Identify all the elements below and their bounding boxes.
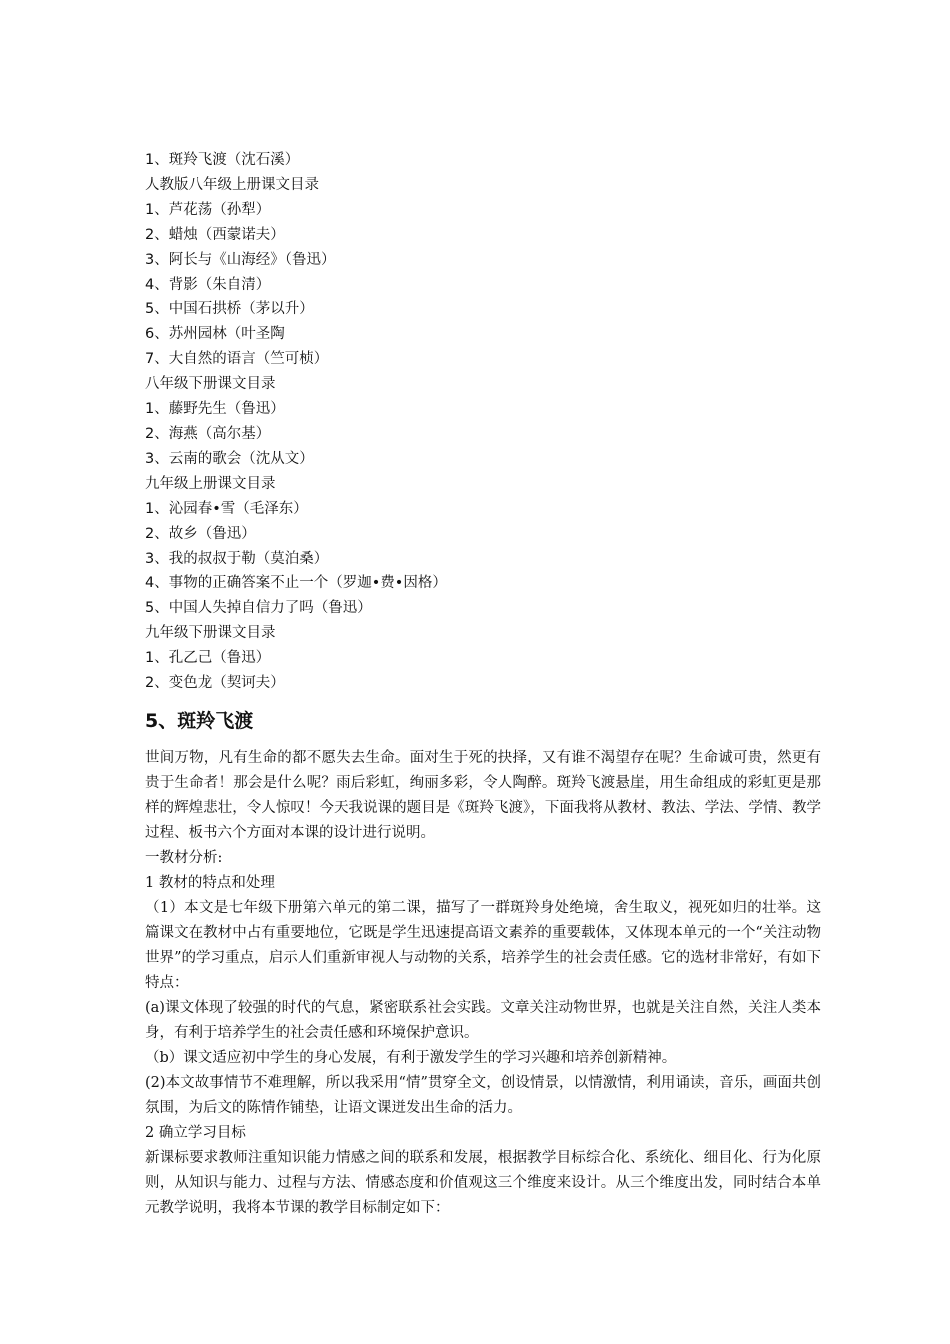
toc-line: 4、事物的正确答案不止一个（罗迦•费•因格） [145,575,447,592]
toc-line: 3、阿长与《山海经》（鲁迅） [145,251,336,268]
paragraph: 新课标要求教师注重知识能力情感之间的联系和发展，根据教学目标综合化、系统化、细目化、行为化原则，从知识与能力、过程与方法、情感态度和价值观这三个维度来设计。从三个维度出发，同时结合本单元教学说明，我将本节课的教学目标制定如下： [145,1150,821,1216]
toc-line: 5、中国石拱桥（茅以升） [145,301,314,318]
toc-section-title: 九年级上册课文目录 [145,475,276,492]
toc-line: 1、斑羚飞渡（沈石溪） [145,152,300,168]
toc-line: 1、藤野先生（鲁迅） [145,401,285,418]
toc-line: 7、大自然的语言（竺可桢） [145,351,329,368]
toc-line: 1、沁园春•雪（毛泽东） [145,500,308,517]
subheading: 1 教材的特点和处理 [145,875,275,891]
toc-line: 5、中国人失掉自信力了吗（鲁迅） [145,600,372,617]
toc-line: 3、云南的歌会（沈从文） [145,450,314,467]
table-of-contents [145,148,845,696]
section-heading: 5、斑羚飞渡 [145,710,254,732]
toc-line: 1、孔乙己（鲁迅） [145,650,271,667]
paragraph: (2)本文故事情节不难理解，所以我采用“情”贯穿全文，创设情景，以情激情，利用诵读，音乐，画面共创氛围，为后文的陈情作铺垫，让语文课迸发出生命的活力。 [145,1075,821,1116]
subheading: 一教材分析: [145,850,223,866]
toc-line: 1、芦花荡（孙犁） [145,201,271,218]
paragraph: (a)课文体现了较强的时代的气息，紧密联系社会实践。文章关注动物世界，也就是关注自然，关注人类本身，有利于培养学生的社会责任感和环境保护意识。 [145,1000,821,1041]
toc-section-title: 九年级下册课文目录 [145,625,276,642]
toc-line: 4、背影（朱自清） [145,276,271,293]
toc-line: 6、苏州园林（叶圣陶 [145,326,285,343]
paragraph: （b）课文适应初中学生的身心发展，有利于激发学生的学习兴趣和培养创新精神。 [145,1050,677,1066]
body-text [145,746,821,1221]
subheading: 2 确立学习目标 [145,1125,246,1141]
toc-line: 2、变色龙（契诃夫） [145,675,285,692]
paragraph: （1）本文是七年级下册第六单元的第二课，描写了一群斑羚身处绝境，舍生取义，视死如归的壮举。这篇课文在教材中占有重要地位，它既是学生迅速提高语文素养的重要载体，又体现本单元的一个“关注动物世界”的学习重点，启示人们重新审视人与动物的关系，培养学生的社会责任感。它的选材非常好，有如下特点： [145,900,821,991]
toc-line: 2、蜡烛（西蒙诺夫） [145,226,285,243]
toc-line: 2、故乡（鲁迅） [145,525,256,542]
intro-paragraph: 世间万物，凡有生命的都不愿失去生命。面对生于死的抉择，又有谁不渴望存在呢？生命诚可贵，然更有贵于生命者！那会是什么呢？雨后彩虹，绚丽多彩，令人陶醉。斑羚飞渡悬崖，用生命组成的彩虹更是那样的辉煌悲壮，令人惊叹！今天我说课的题目是《斑羚飞渡》，下面我将从教材、教法、学法、学情、教学过程、板书六个方面对本课的设计进行说明。 [145,750,821,841]
toc-line: 2、海燕（高尔基） [145,425,271,442]
toc-section-title: 人教版八年级上册课文目录 [145,176,319,193]
toc-line: 3、我的叔叔于勒（莫泊桑） [145,550,329,567]
toc-section-title: 八年级下册课文目录 [145,376,276,393]
